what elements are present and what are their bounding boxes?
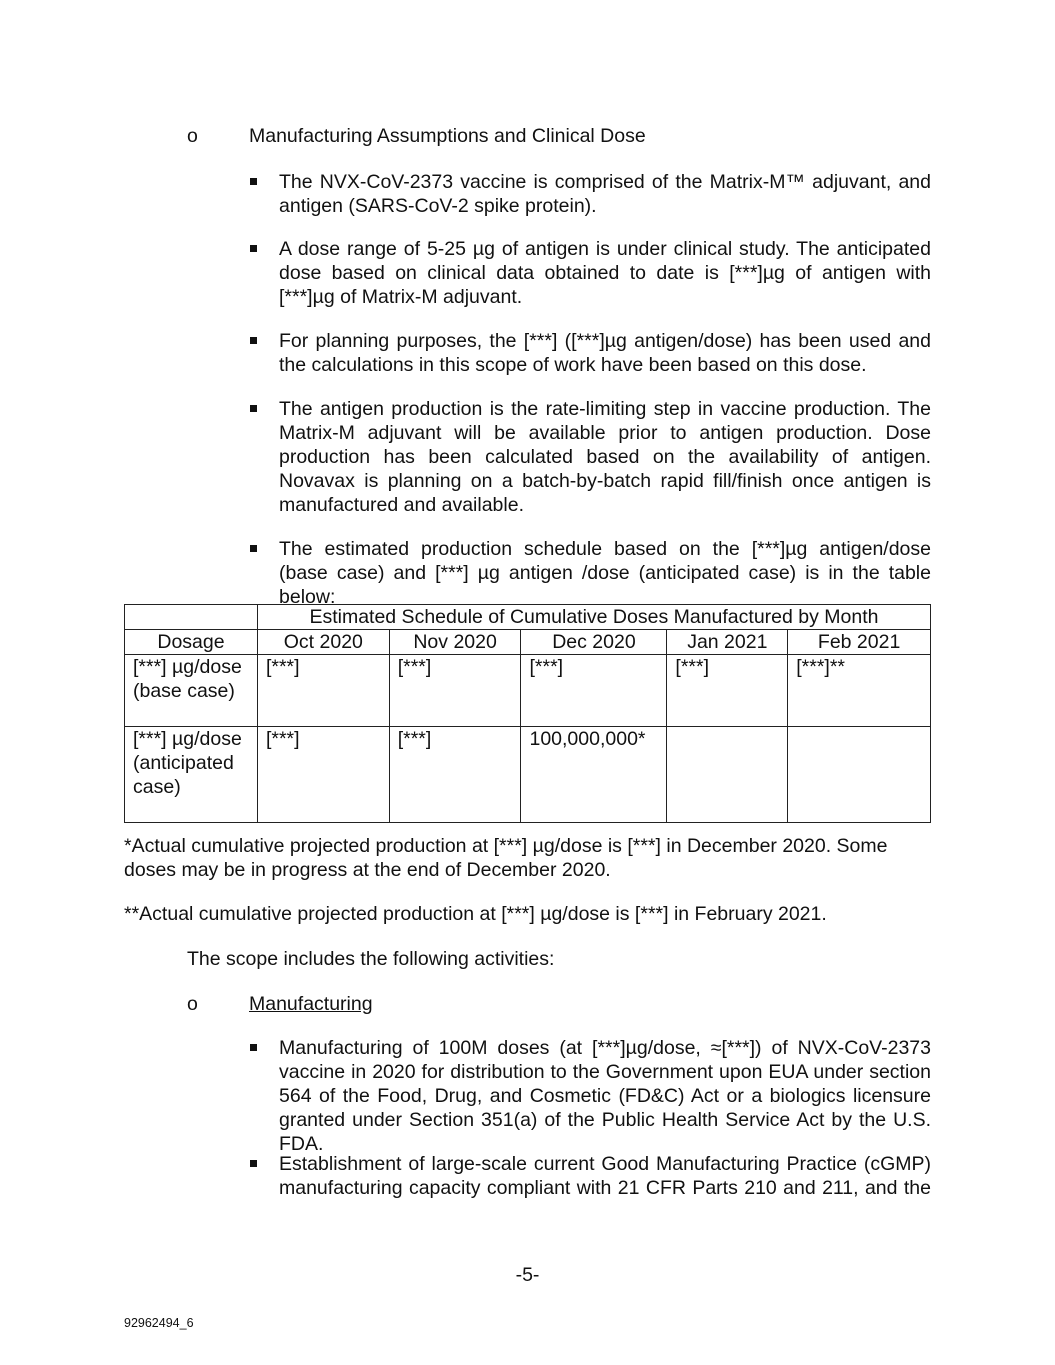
page-number: -5-	[515, 1264, 540, 1286]
section-marker: o	[187, 993, 198, 1015]
table-row	[125, 727, 931, 823]
table-header-cell: Dosage	[125, 630, 258, 655]
table-header-cell: Nov 2020	[389, 630, 521, 655]
footnote: **Actual cumulative projected production at [***] µg/dose is [***] in February 2021.	[124, 903, 827, 925]
table-header-row	[125, 630, 931, 655]
bullet-text: Manufacturing of 100M doses (at [***]µg/dose, ≈[***]) of NVX-CoV-2373 vaccine in 2020 for distribution to the Government upon EUA under section 564 of the Food, Drug, and Cosmetic (FD&C) Act or a biologics licensure granted under Section 351(a) of the Public Health Service Act by the U.S. FDA.	[279, 1037, 931, 1155]
bullet-text: The antigen production is the rate-limiting step in vaccine production. The Matrix-M adjuvant will be available prior to antigen production. Dose production has been calculated based on the availability of antigen. Novavax is planning on a batch-by-batch rapid fill/finish once antigen is manufactured and available.	[279, 398, 931, 516]
bullet-item	[250, 170, 931, 218]
bullet-marker	[250, 545, 257, 552]
table-header-cell: Oct 2020	[257, 630, 389, 655]
dose-schedule-table	[124, 604, 931, 823]
bullet-text: For planning purposes, the [***] ([***]µg antigen/dose) has been used and the calculations in this scope of work have been based on this dose.	[279, 330, 931, 376]
table-cell: [***]	[521, 655, 667, 727]
bullet-marker	[250, 178, 257, 185]
bullet-marker	[250, 337, 257, 344]
bullet-marker	[250, 245, 257, 252]
table-cell: 100,000,000*	[521, 727, 667, 823]
bullet-item	[250, 237, 931, 309]
bullet-item	[250, 537, 931, 609]
table-corner-cell	[125, 605, 258, 630]
table-cell: [***]	[257, 655, 389, 727]
table-row	[125, 655, 931, 727]
bullet-marker	[250, 405, 257, 412]
table-header-cell: Jan 2021	[667, 630, 788, 655]
bullet-text: Establishment of large-scale current Good Manufacturing Practice (cGMP) manufacturing capacity compliant with 21 CFR Parts 210 and 211, and the	[279, 1153, 931, 1199]
bullet-item	[250, 397, 931, 517]
table-cell: [***]	[257, 727, 389, 823]
bullet-item	[250, 329, 931, 377]
table-cell	[667, 727, 788, 823]
bullet-text: The estimated production schedule based on the [***]µg antigen/dose (base case) and [***] µg antigen /dose (anticipated case) is in the table below:	[279, 538, 931, 608]
bullet-item	[250, 1152, 931, 1200]
table-header-cell: Feb 2021	[788, 630, 931, 655]
table-cell: [***] µg/dose (anticipated case)	[125, 727, 258, 823]
table-header-cell: Dec 2020	[521, 630, 667, 655]
table-cell: [***]**	[788, 655, 931, 727]
footnote: *Actual cumulative projected production at [***] µg/dose is [***] in December 2020. Some doses may be in progress at the end of December 2020.	[124, 835, 888, 881]
table-cell: [***]	[389, 727, 521, 823]
table-cell: [***]	[389, 655, 521, 727]
bullet-text: A dose range of 5-25 µg of antigen is under clinical study. The anticipated dose based on clinical data obtained to date is [***]µg of antigen with [***]µg of Matrix-M adjuvant.	[279, 238, 931, 308]
table-cell: [***] µg/dose (base case)	[125, 655, 258, 727]
section-title: Manufacturing Assumptions and Clinical Dose	[249, 125, 646, 147]
table-title-row	[125, 605, 931, 630]
bullet-item	[250, 1036, 931, 1156]
scope-intro: The scope includes the following activities:	[187, 948, 555, 970]
table-cell	[788, 727, 931, 823]
bullet-marker	[250, 1044, 257, 1051]
section-marker: o	[187, 125, 198, 147]
table-title: Estimated Schedule of Cumulative Doses Manufactured by Month	[257, 605, 930, 630]
table-cell: [***]	[667, 655, 788, 727]
bullet-text: The NVX-CoV-2373 vaccine is comprised of the Matrix-M™ adjuvant, and antigen (SARS-CoV-2 spike protein).	[279, 171, 931, 217]
document-id: 92962494_6	[124, 1316, 194, 1330]
bullet-marker	[250, 1160, 257, 1167]
section-title: Manufacturing	[249, 993, 373, 1015]
